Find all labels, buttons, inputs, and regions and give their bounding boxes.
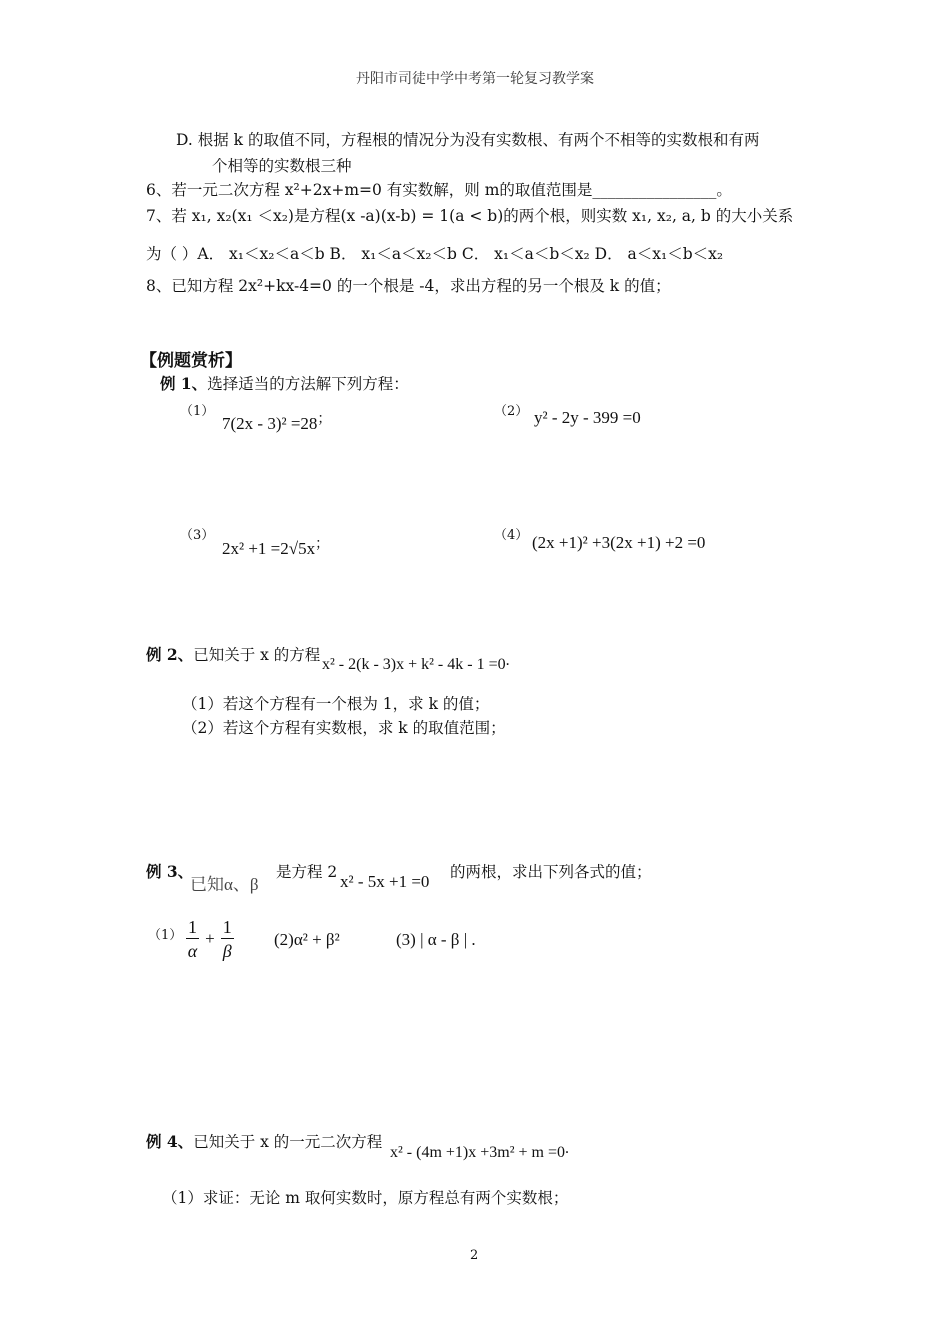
example-3-text: 是方程 2: [276, 863, 338, 881]
page-header-title: 丹阳市司徒中学中考第一轮复习教学案: [356, 71, 594, 87]
example-2-label: 例 2、: [146, 645, 194, 664]
example-4-equation: [390, 1140, 569, 1162]
example-4: [146, 1130, 382, 1152]
example-2-eq: x² - 2(k - 3)x + k² - 4k - 1 =0: [322, 656, 506, 673]
example-1-part1-equation: [222, 408, 331, 434]
example-1-text: 选择适当的方法解下列方程：: [207, 375, 409, 393]
example-3-given: 已知α、β: [190, 875, 259, 894]
example-2: [146, 643, 320, 665]
question-6: 6、若一元二次方程 x²+2x+m=0 有实数解，则 m的取值范围是________________。: [146, 181, 732, 199]
example-1-part3-label: （3）: [180, 528, 215, 543]
fraction-1-numerator: 1: [188, 917, 197, 937]
fraction-1-over-beta: [221, 918, 234, 960]
example-4-question-1: （1）求证：无论 m 取何实数时，原方程总有两个实数根；: [162, 1189, 569, 1207]
option-d-line1: D. 根据 k 的取值不同，方程根的情况分为没有实数根、有两个不相等的实数根和有两: [176, 131, 760, 149]
example-3-equation: x² - 5x +1 =0: [340, 872, 430, 891]
question-7-line1: 7、若 x₁, x₂(x₁ ＜x₂)是方程(x -a)(x-b) = 1(a < b)的两个根，则实数 x₁, x₂, a, b 的大小关系: [146, 207, 794, 225]
example-4-label: 例 4、: [146, 1132, 194, 1151]
section-title: 【例题赏析】: [140, 351, 242, 371]
example-3-label: 例 3、: [146, 862, 194, 881]
example-2-tail: .: [505, 652, 510, 669]
example-1-part2-label: （2）: [494, 404, 529, 419]
fraction-1-denominator: α: [187, 941, 198, 961]
example-2-question-2: （2）若这个方程有实数根，求 k 的取值范围；: [182, 719, 506, 737]
question-8: 8、已知方程 2x²+kx-4=0 的一个根是 -4，求出方程的另一个根及 k 的值；: [146, 277, 671, 295]
example-3-part1-label: （1）: [148, 928, 183, 943]
example-1-part3-tail: ；: [315, 537, 330, 552]
example-4-eq: x² - (4m +1)x +3m² + m =0: [390, 1144, 566, 1161]
example-1-part2-equation: y² - 2y - 399 =0: [534, 408, 641, 427]
example-1-label: 例 1、: [160, 374, 208, 393]
fraction-2-denominator: β: [222, 941, 232, 961]
example-1-part1-label: （1）: [180, 404, 215, 419]
example-1-part4-equation: (2x +1)² +3(2x +1) +2 =0: [532, 533, 706, 552]
example-3-tail: 的两根，求出下列各式的值；: [450, 863, 652, 881]
example-1-part4-label: （4）: [494, 528, 529, 543]
example-1-part3-eq: 2x² +1 =2√5x: [222, 539, 316, 558]
fraction-1-over-alpha: [186, 918, 199, 960]
page-number: 2: [470, 1248, 479, 1263]
example-2-question-1: （1）若这个方程有一个根为 1，求 k 的值；: [182, 695, 490, 713]
question-7-line2: 为（ ）A． x₁＜x₂＜a＜b B． x₁＜a＜x₂＜b C． x₁＜a＜b＜x₂ D． a＜x₁＜b＜x₂: [146, 245, 724, 263]
example-2-equation: [322, 652, 510, 674]
example-3-part3: (3) | α - β | .: [396, 930, 476, 949]
example-4-text: 已知关于 x 的一元二次方程: [193, 1133, 383, 1151]
example-1-part3-equation: [222, 533, 329, 559]
option-d-line2: 个相等的实数根三种: [212, 157, 352, 175]
example-4-tail: .: [565, 1140, 570, 1157]
fraction-plus: +: [205, 929, 215, 948]
example-3-part1-expression: [186, 918, 234, 960]
example-3-part2: (2)α² + β²: [274, 930, 340, 949]
fraction-2-numerator: 1: [222, 917, 232, 937]
example-1-part1-tail: ；: [317, 412, 332, 427]
example-1-part1-eq: 7(2x - 3)² =28: [222, 414, 318, 433]
example-2-text: 已知关于 x 的方程: [193, 646, 321, 664]
example-1: [160, 372, 409, 394]
